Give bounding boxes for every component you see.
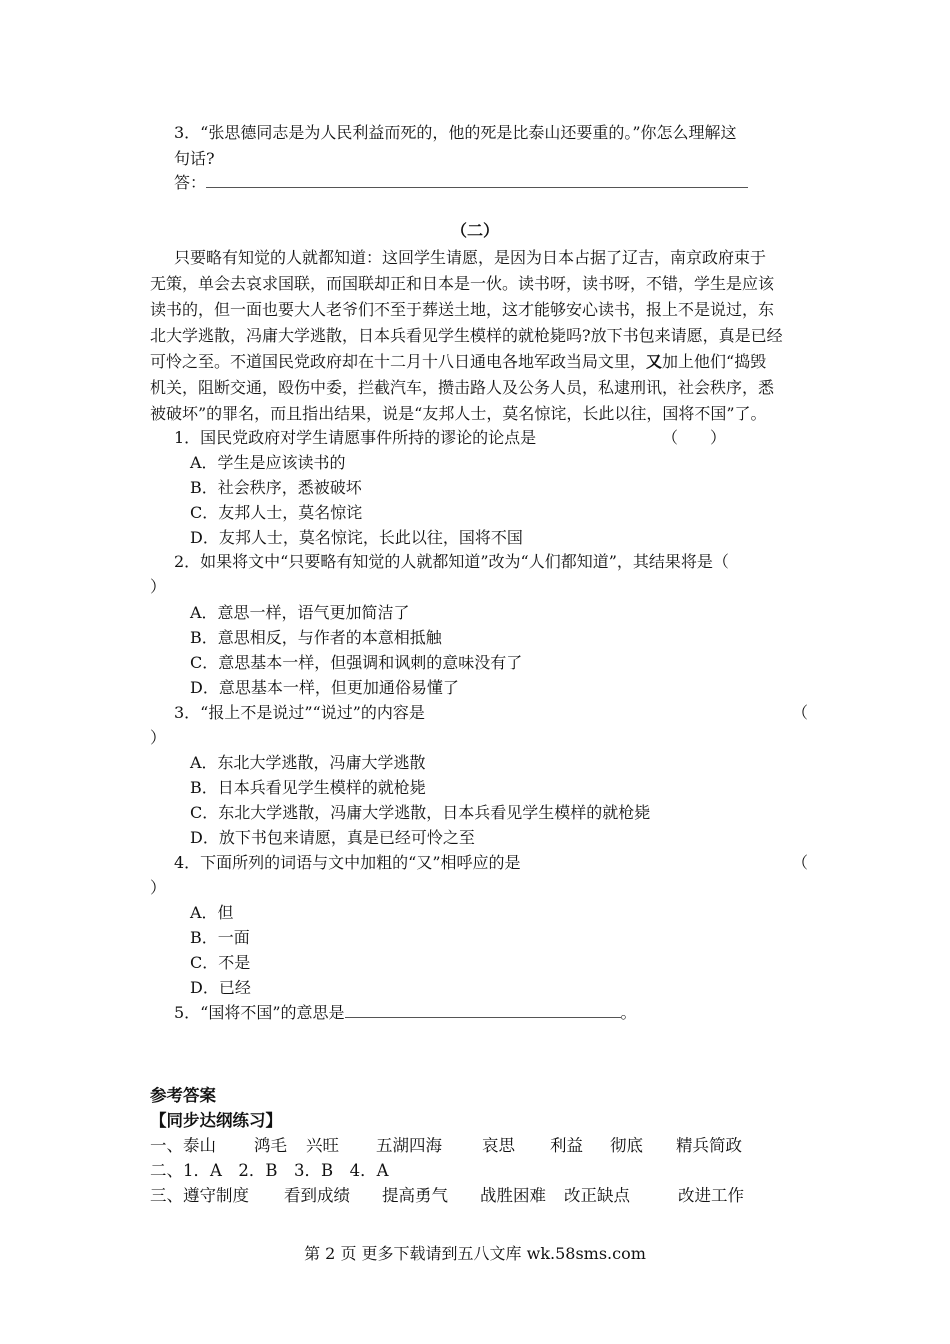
- passage-line-5: [150, 350, 766, 374]
- q5-line: [174, 1001, 637, 1025]
- q4-option-b[interactable]: B．一面: [190, 928, 250, 947]
- passage-line-7: 被破坏”的罪名，而且指出结果，说是“友邦人士，莫名惊诧，长此以往，国将不国”了。: [150, 404, 767, 423]
- q3-option-a[interactable]: A．东北大学逃散，冯庸大学逃散: [190, 753, 426, 772]
- q3-option-d[interactable]: D．放下书包来请愿，真是已经可怜之至: [190, 828, 475, 847]
- q2-option-c[interactable]: C．意思基本一样，但强调和讽刺的意味没有了: [190, 653, 523, 672]
- q1-option-d[interactable]: D．友邦人士，莫名惊诧，长此以往，国将不国: [190, 528, 523, 547]
- q4-stem: 4．下面所列的词语与文中加粗的“又”相呼应的是: [174, 853, 521, 872]
- answer-item: 一、泰山: [150, 1136, 216, 1155]
- q4-option-c[interactable]: C．不是: [190, 953, 251, 972]
- answer-line: [174, 171, 748, 195]
- answer-item: 鸿毛: [254, 1136, 287, 1155]
- q5-answer-blank[interactable]: [345, 1001, 621, 1018]
- answers-section-title: 【同步达纲练习】: [150, 1111, 282, 1130]
- q3-option-b[interactable]: B．日本兵看见学生模样的就枪毙: [190, 778, 426, 797]
- q4-open-paren: （: [792, 853, 809, 872]
- answer-item: 五湖四海: [376, 1136, 442, 1155]
- section-title: （二）: [450, 221, 499, 240]
- q1-answer-paren[interactable]: （ ）: [662, 428, 727, 447]
- q2-close-paren: ）: [150, 577, 167, 596]
- answer-item: 三、遵守制度: [150, 1186, 249, 1205]
- q3-option-c[interactable]: C．东北大学逃散，冯庸大学逃散，日本兵看见学生模样的就枪毙: [190, 803, 651, 822]
- q4-option-d[interactable]: D．已经: [190, 978, 251, 997]
- passage-line-2: 无策，单会去哀求国联，而国联却正和日本是一伙。读书呀，读书呀，不错，学生是应该: [150, 274, 775, 293]
- answer-item: 看到成绩: [284, 1186, 350, 1205]
- q2-option-b[interactable]: B．意思相反，与作者的本意相抵触: [190, 628, 442, 647]
- answer-item: 改正缺点: [564, 1186, 630, 1205]
- passage-line-6: 机关，阻断交通，殴伤中委，拦截汽车，攒击路人及公务人员，私逮刑讯，社会秩序，悉: [150, 378, 775, 397]
- answers-row-1: [150, 1134, 742, 1158]
- answer-blank[interactable]: [206, 171, 748, 188]
- q4-close-paren: ）: [150, 878, 167, 897]
- page-footer: 第 2 页 更多下载请到五八文库 wk.58sms.com: [304, 1244, 646, 1263]
- q2-stem: 2．如果将文中“只要略有知觉的人就都知道”改为“人们都知道”，其结果将是（: [174, 552, 729, 571]
- question-3-line-1: 3．“张思德同志是为人民利益而死的，他的死是比泰山还要重的。”你怎么理解这: [174, 123, 737, 142]
- q2-option-a[interactable]: A．意思一样，语气更加简洁了: [190, 603, 410, 622]
- q3-open-paren: （: [792, 703, 809, 722]
- answer-item: 兴旺: [306, 1136, 339, 1155]
- q2-option-d[interactable]: D．意思基本一样，但更加通俗易懂了: [190, 678, 459, 697]
- answer-item: 改进工作: [678, 1186, 744, 1205]
- answer-item: 利益: [550, 1136, 583, 1155]
- q1-option-b[interactable]: B．社会秩序，悉被破坏: [190, 478, 362, 497]
- answer-item: 哀思: [482, 1136, 515, 1155]
- passage-line-5-tail: 加上他们“捣毁: [662, 352, 767, 371]
- answers-heading: 参考答案: [150, 1086, 216, 1105]
- passage-line-1: 只要略有知觉的人就都知道：这回学生请愿，是因为日本占据了辽吉，南京政府束于: [174, 248, 767, 267]
- answer-item: 精兵简政: [676, 1136, 742, 1155]
- answer-item: 提高勇气: [382, 1186, 448, 1205]
- passage-line-3: 读书的，但一面也要大人老爷们不至于葬送土地，这才能够安心读书，报上不是说过，东: [150, 300, 775, 319]
- answers-row-2: 二、1．A 2．B 3．B 4．A: [150, 1161, 389, 1180]
- answer-item: 彻底: [610, 1136, 643, 1155]
- q4-option-a[interactable]: A．但: [190, 903, 234, 922]
- q1-option-c[interactable]: C．友邦人士，莫名惊诧: [190, 503, 363, 522]
- q1-option-a[interactable]: A．学生是应该读书的: [190, 453, 346, 472]
- q3-close-paren: ）: [150, 728, 167, 747]
- answer-label: 答：: [174, 173, 207, 192]
- q3-stem: 3．“报上不是说过”“说过”的内容是: [174, 703, 425, 722]
- answers-row-3: [150, 1184, 744, 1208]
- q1-stem: 1．国民党政府对学生请愿事件所持的谬论的论点是: [174, 428, 537, 447]
- bold-you-character: 又: [646, 352, 663, 371]
- answer-item: 战胜困难: [480, 1186, 546, 1205]
- q5-end: 。: [620, 1003, 637, 1022]
- q5-stem: 5．“国将不国”的意思是: [174, 1003, 345, 1022]
- question-3-line-2: 句话?: [174, 149, 215, 168]
- passage-line-4: 北大学逃散，冯庸大学逃散，日本兵看见学生模样的就枪毙吗?放下书包来请愿，真是已经: [150, 326, 783, 345]
- passage-line-5-head: 可怜之至。不道国民党政府却在十二月十八日通电各地军政当局文里，: [150, 352, 647, 371]
